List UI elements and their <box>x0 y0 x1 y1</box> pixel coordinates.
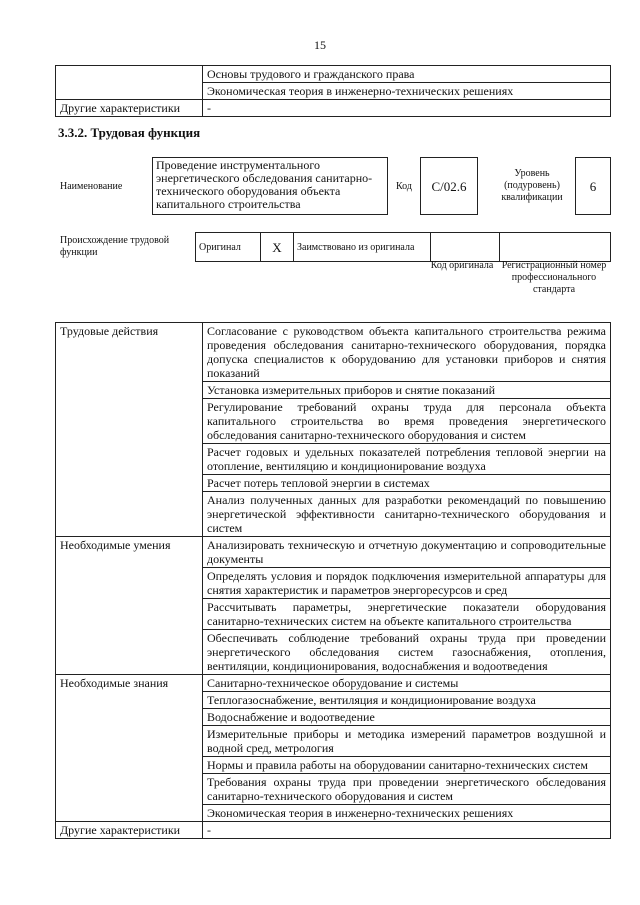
table-row <box>56 100 611 117</box>
list-item: Расчет потерь тепловой энергии в системах <box>203 475 611 492</box>
table-cell: Экономическая теория в инженерно-технических решениях <box>203 83 611 100</box>
list-item: Согласование с руководством объекта капитального строительства режима проведения обследования санитарно-технического оборудования, порядка допуска специалистов к оборудованию для установки приборов и снятия показаний <box>203 323 611 382</box>
group-title: Необходимые знания <box>56 675 203 822</box>
code-box: C/02.6 <box>420 157 478 215</box>
code-original-caption: Код оригинала <box>430 260 494 271</box>
origin-label: Происхождение трудовой функции <box>60 235 170 258</box>
list-item: Рассчитывать параметры, энергетические показатели оборудования санитарно-технических систем на объекте капитального строительства <box>203 599 611 630</box>
table-cell: Основы трудового и гражданского права <box>203 66 611 83</box>
code-label: Код <box>396 181 412 192</box>
table-row <box>56 822 611 839</box>
list-item: Санитарно-техническое оборудование и системы <box>203 675 611 692</box>
list-item: Установка измерительных приборов и снятие показаний <box>203 382 611 399</box>
list-item: Анализ полученных данных для разработки рекомендаций по повышению энергетической эффективности санитарно-технического оборудования и систем <box>203 492 611 537</box>
list-item: Водоснабжение и водоотведение <box>203 709 611 726</box>
table-cell <box>56 66 203 100</box>
list-item: Нормы и правила работы на оборудовании санитарно-технических систем <box>203 757 611 774</box>
list-item: Теплогазоснабжение, вентиляция и кондиционирование воздуха <box>203 692 611 709</box>
list-item: Расчет годовых и удельных показателей потребления тепловой энергии на отопление, вентиляцию и кондиционирование воздуха <box>203 444 611 475</box>
list-item: Требования охраны труда при проведении энергетического обследования санитарно-технического оборудования и систем <box>203 774 611 805</box>
group-title: Необходимые умения <box>56 537 203 675</box>
level-box: 6 <box>575 157 611 215</box>
level-label: Уровень (подуровень) квалификации <box>501 168 563 203</box>
name-label: Наименование <box>60 181 123 192</box>
list-item: Регулирование требований охраны труда для персонала объекта капитального строительства во время проведения энергетического обследования санитарно-технического оборудования и систем <box>203 399 611 444</box>
main-table <box>55 322 611 839</box>
table-cell: Другие характеристики <box>56 100 203 117</box>
table-row <box>56 675 611 692</box>
origin-code-cell <box>431 233 500 262</box>
list-item: Обеспечивать соблюдение требований охраны труда при проведении энергетического обследования систем газоснабжения, отопления, вентиляции, кондиционирования, водоснабжения и водоотведения <box>203 630 611 675</box>
registration-number-cell <box>500 233 611 262</box>
list-item: - <box>203 822 611 839</box>
origin-table <box>195 232 611 262</box>
table-row <box>56 66 611 83</box>
group-title: Другие характеристики <box>56 822 203 839</box>
list-item: Анализировать техническую и отчетную документацию и сопроводительные документы <box>203 537 611 568</box>
list-item: Измерительные приборы и методика измерений параметров воздушной и водной сред, метрология <box>203 726 611 757</box>
table-cell: - <box>203 100 611 117</box>
registration-number-caption: Регистрационный номер профессионального стандарта <box>501 260 607 295</box>
page-number: 15 <box>314 38 326 52</box>
list-item: Экономическая теория в инженерно-технических решениях <box>203 805 611 822</box>
table-row <box>56 323 611 382</box>
table-row <box>196 233 611 262</box>
group-title: Трудовые действия <box>56 323 203 537</box>
table-row <box>56 537 611 568</box>
borrowed-label: Заимствовано из оригинала <box>294 233 431 262</box>
top-table <box>55 65 611 117</box>
function-name-box: Проведение инструментального энергетического обследования санитарно-технического оборудования объекта капитального строительства <box>152 157 388 215</box>
original-label: Оригинал <box>196 233 261 262</box>
section-title: 3.3.2. Трудовая функция <box>58 125 201 140</box>
original-mark: X <box>261 233 294 262</box>
list-item: Определять условия и порядок подключения измерительной аппаратуры для снятия характеристик и параметров энергоресурсов и сред <box>203 568 611 599</box>
